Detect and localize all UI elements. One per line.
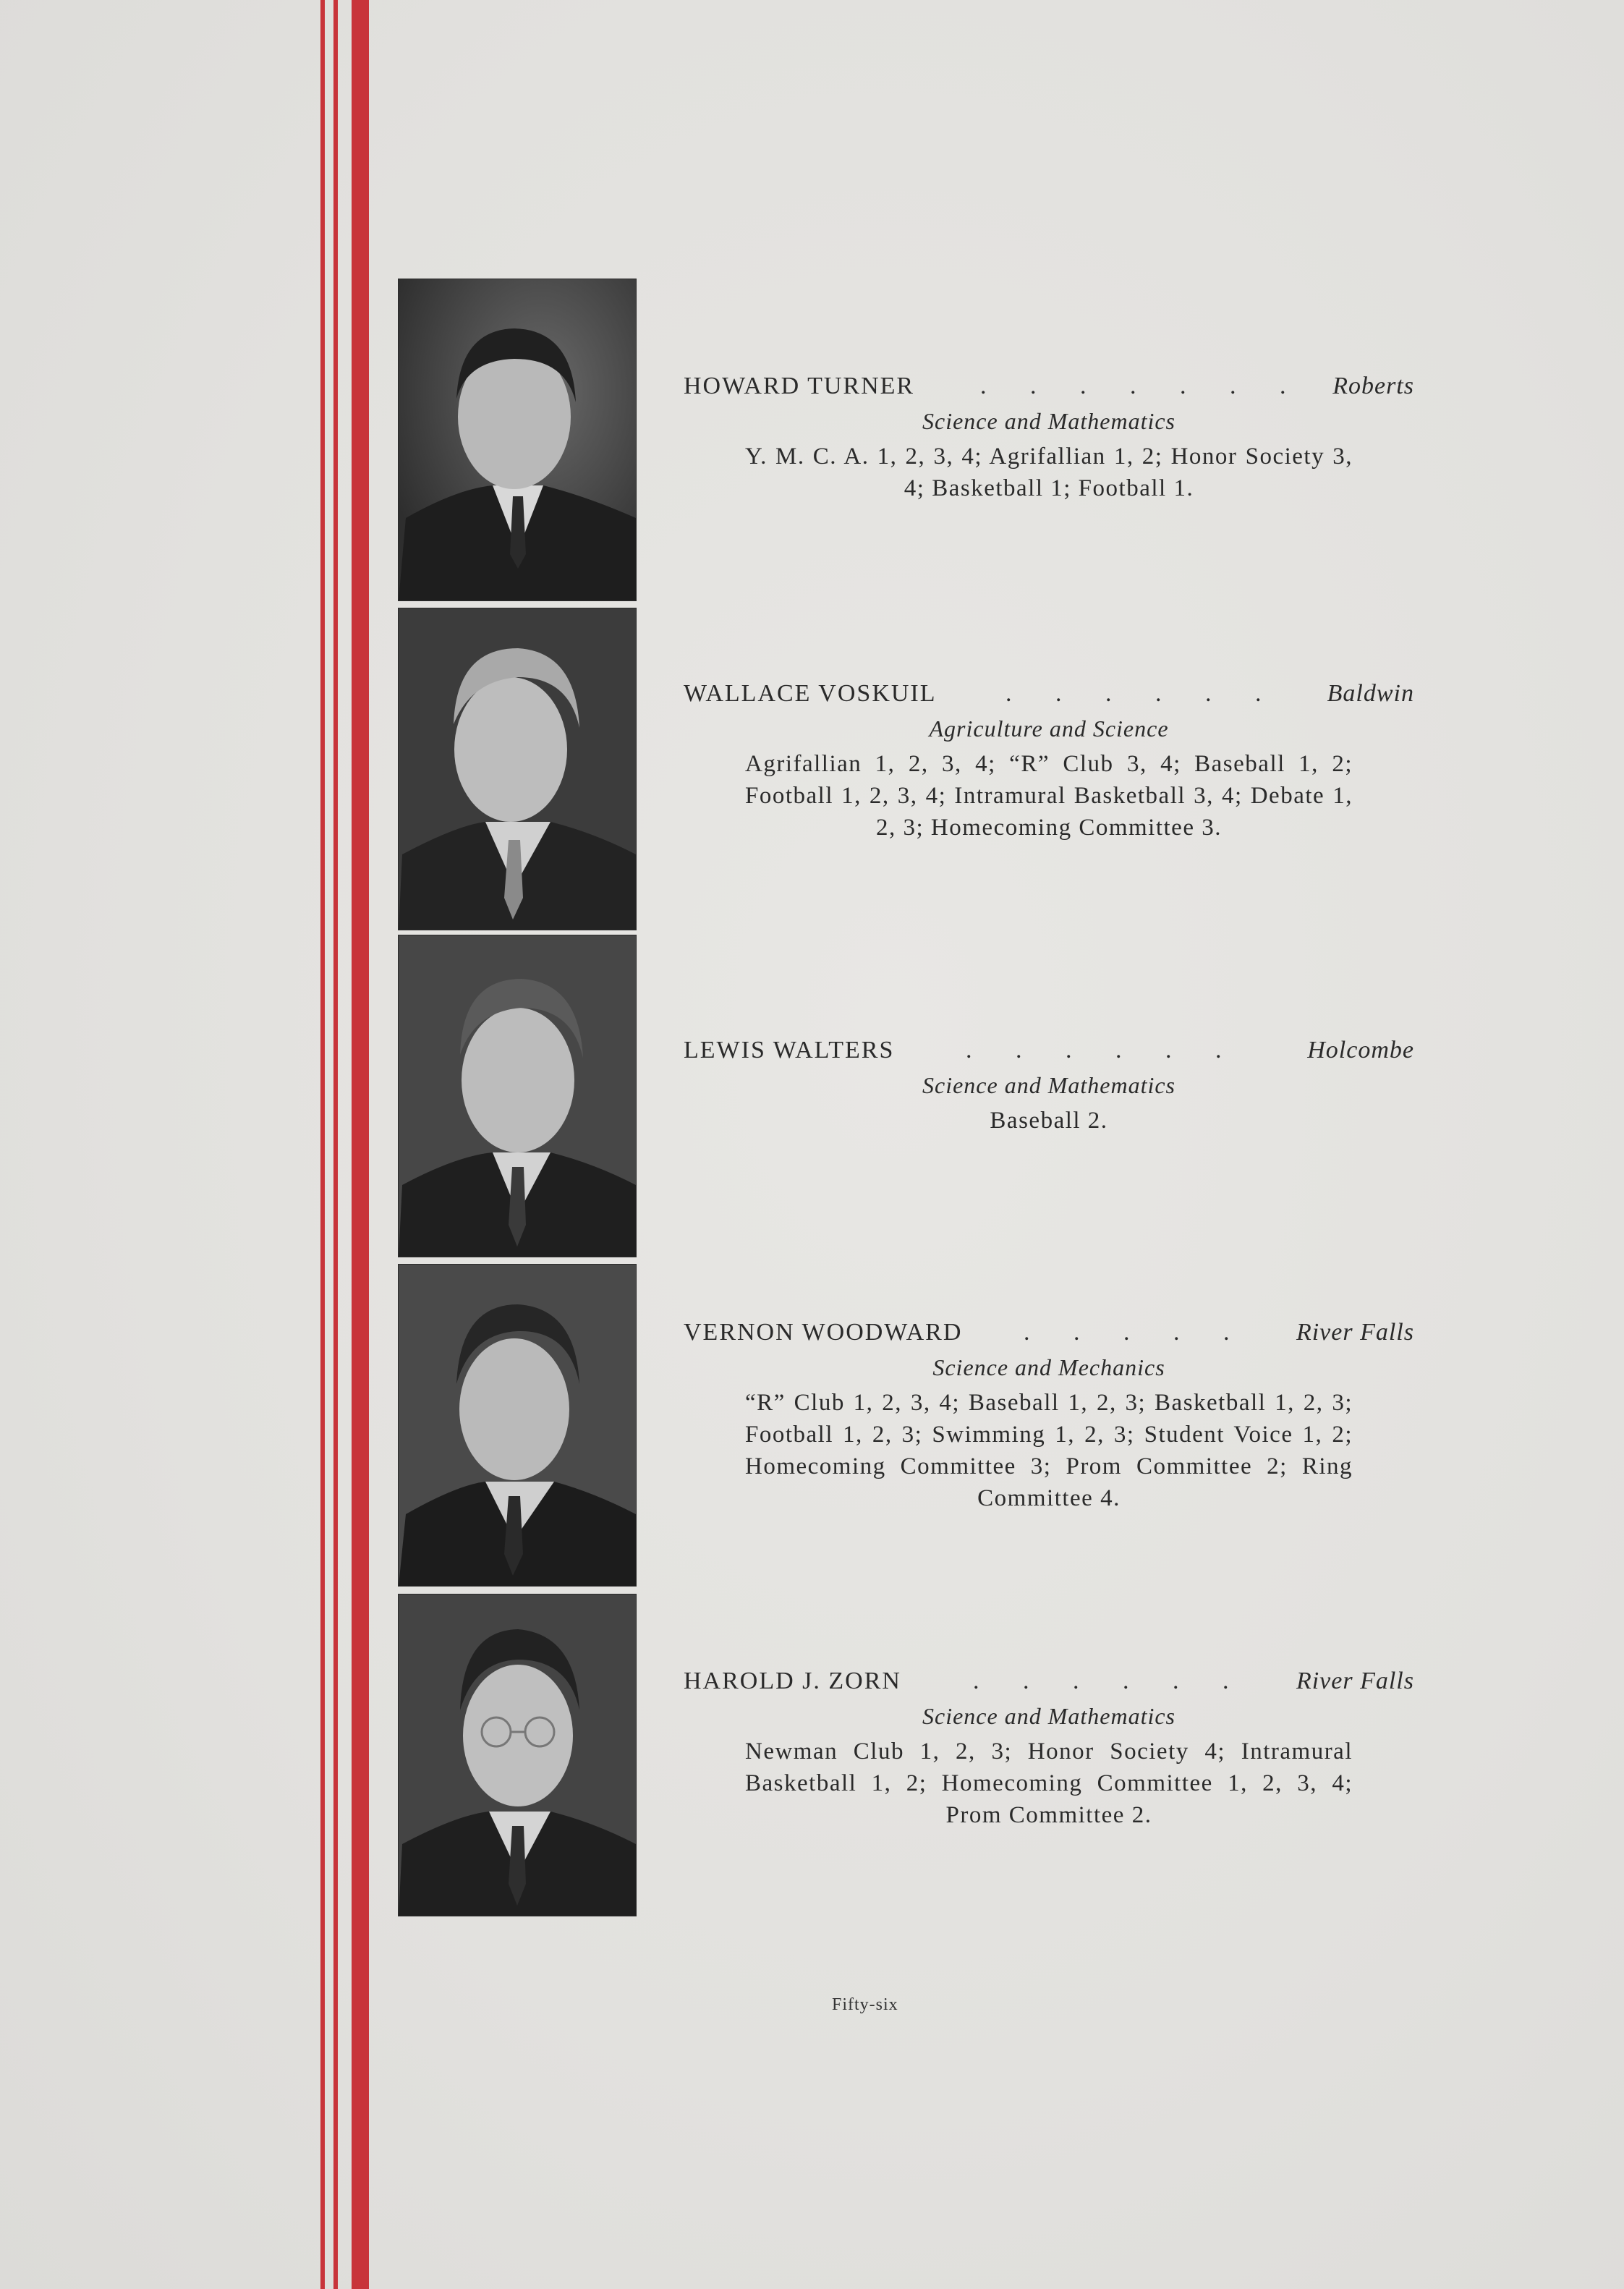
entry-wallace-voskuil <box>684 680 1414 844</box>
activities: Agrifallian 1, 2, 3, 4; “R” Club 3, 4; Baseball 1, 2; Football 1, 2, 3, 4; Intramural Basketball 3, 4; Debate 1, 2, 3; Homecoming Committee 3. <box>745 751 1353 841</box>
course-of-study: Science and Mathematics <box>922 1703 1176 1729</box>
course-of-study: Science and Mathematics <box>922 1072 1176 1098</box>
course-of-study: Science and Mechanics <box>932 1354 1165 1380</box>
portrait-lewis-walters <box>398 935 637 1257</box>
name-line <box>684 1037 1414 1070</box>
hometown: Holcombe <box>1307 1037 1414 1063</box>
student-name: HAROLD J. ZORN <box>684 1668 901 1694</box>
dot-leaders: . . . . . . <box>966 1037 1241 1063</box>
hometown: Roberts <box>1332 373 1414 399</box>
entry-vernon-woodward <box>684 1319 1414 1514</box>
entry-lewis-walters <box>684 1037 1414 1137</box>
student-name: WALLACE VOSKUIL <box>684 680 937 707</box>
hometown: River Falls <box>1296 1319 1414 1346</box>
name-line <box>684 1668 1414 1701</box>
activities: Y. M. C. A. 1, 2, 3, 4; Agrifallian 1, 2; Honor Society 3, 4; Basketball 1; Football 1. <box>745 443 1353 501</box>
activities: “R” Club 1, 2, 3, 4; Baseball 1, 2, 3; Basketball 1, 2, 3; Football 1, 2, 3; Swimming 1, 2, 3; Student Voice 1, 2; Homecoming Committee 3; Prom Committee 2; Ring Committee 4. <box>745 1390 1353 1511</box>
student-name: LEWIS WALTERS <box>684 1037 895 1063</box>
dot-leaders: . . . . . . <box>1006 680 1280 707</box>
activities: Baseball 2. <box>990 1108 1108 1134</box>
portrait-howard-turner <box>398 279 637 601</box>
red-rule-thin-left <box>320 0 325 2289</box>
hometown: River Falls <box>1296 1668 1414 1694</box>
student-name: HOWARD TURNER <box>684 373 915 399</box>
entry-howard-turner <box>684 373 1414 504</box>
activities: Newman Club 1, 2, 3; Honor Society 4; Intramural Basketball 1, 2; Homecoming Committee 1, 2, 3, 4; Prom Committee 2. <box>745 1738 1353 1828</box>
course-of-study: Science and Mathematics <box>922 408 1176 434</box>
entry-harold-j-zorn <box>684 1668 1414 1831</box>
name-line <box>684 373 1414 406</box>
dot-leaders: . . . . . . <box>973 1668 1248 1694</box>
portrait-harold-j-zorn <box>398 1594 637 1916</box>
hometown: Baldwin <box>1327 680 1414 707</box>
name-line <box>684 1319 1414 1352</box>
red-rule-thick <box>352 0 369 2289</box>
red-rule-thin-middle <box>333 0 338 2289</box>
dot-leaders: . . . . . <box>1024 1319 1249 1346</box>
student-name: VERNON WOODWARD <box>684 1319 963 1346</box>
dot-leaders: . . . . . . . <box>980 373 1305 399</box>
course-of-study: Agriculture and Science <box>929 715 1169 742</box>
name-line <box>684 680 1414 713</box>
portrait-wallace-voskuil <box>398 608 637 930</box>
page-number: Fifty-six <box>832 1995 898 2014</box>
portrait-vernon-woodward <box>398 1264 637 1587</box>
